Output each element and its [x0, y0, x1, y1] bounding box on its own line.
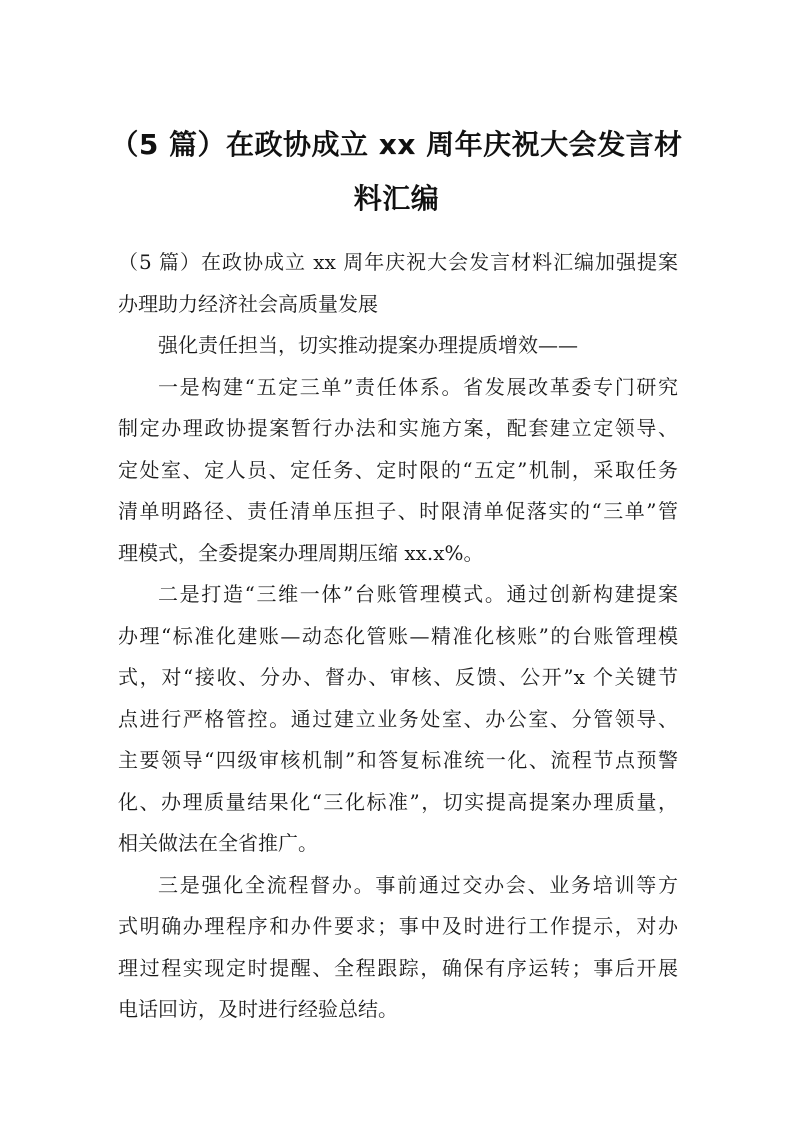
paragraph-intro [118, 242, 678, 325]
text-line: 电话回访，及时进行经验总结。 [118, 997, 398, 1021]
text-line: 相关做法在全省推广。 [118, 831, 318, 855]
text-line: 理模式，全委提案办理周期压缩 xx.x%。 [118, 540, 484, 565]
paragraph-point-3 [118, 865, 678, 1031]
text-line: 主要领导“四级审核机制”和答复标准统一化、流程节点预警 [118, 748, 678, 772]
text-line: 理过程实现定时提醒、全程跟踪，确保有序运转；事后开展 [118, 955, 678, 980]
paragraph-subheading [118, 325, 678, 367]
text-line: 式明确办理程序和办件要求；事中及时进行工作提示，对办 [118, 914, 678, 938]
paragraph-point-1 [118, 367, 678, 575]
text-line: 强化责任担当，切实推动提案办理提质增效—— [158, 333, 578, 357]
text-line: 二是打造“三维一体”台账管理模式。通过创新构建提案 [158, 582, 678, 606]
text-line: （5 篇）在政协成立 xx 周年庆祝大会发言材料汇编加强提案 [118, 250, 678, 274]
document-title-line-2: 料汇编 [353, 182, 440, 215]
text-line: 一是构建“五定三单”责任体系。省发展改革委专门研究 [158, 374, 678, 399]
text-line: 定处室、定人员、定任务、定时限的“五定”机制，采取任务 [118, 457, 678, 482]
text-line: 点进行严格管控。通过建立业务处室、办公室、分管领导、 [118, 706, 678, 731]
text-line: 制定办理政协提案暂行办法和实施方案，配套建立定领导、 [118, 416, 678, 440]
paragraph-point-2 [118, 574, 678, 865]
document-body [118, 242, 678, 1031]
document-title-line-1: （5 篇）在政协成立 xx 周年庆祝大会发言材 [110, 128, 683, 161]
text-line: 式，对“接收、分办、督办、审核、反馈、公开”x 个关键节 [118, 665, 678, 689]
text-line: 清单明路径、责任清单压担子、时限清单促落实的“三单”管 [118, 499, 678, 523]
text-line: 三是强化全流程督办。事前通过交办会、业务培训等方 [158, 872, 678, 897]
text-line: 办理“标准化建账—动态化管账—精准化核账”的台账管理模 [118, 623, 678, 648]
text-line: 化、办理质量结果化“三化标准”，切实提高提案办理质量， [118, 789, 678, 814]
text-line: 办理助力经济社会高质量发展 [118, 291, 378, 316]
